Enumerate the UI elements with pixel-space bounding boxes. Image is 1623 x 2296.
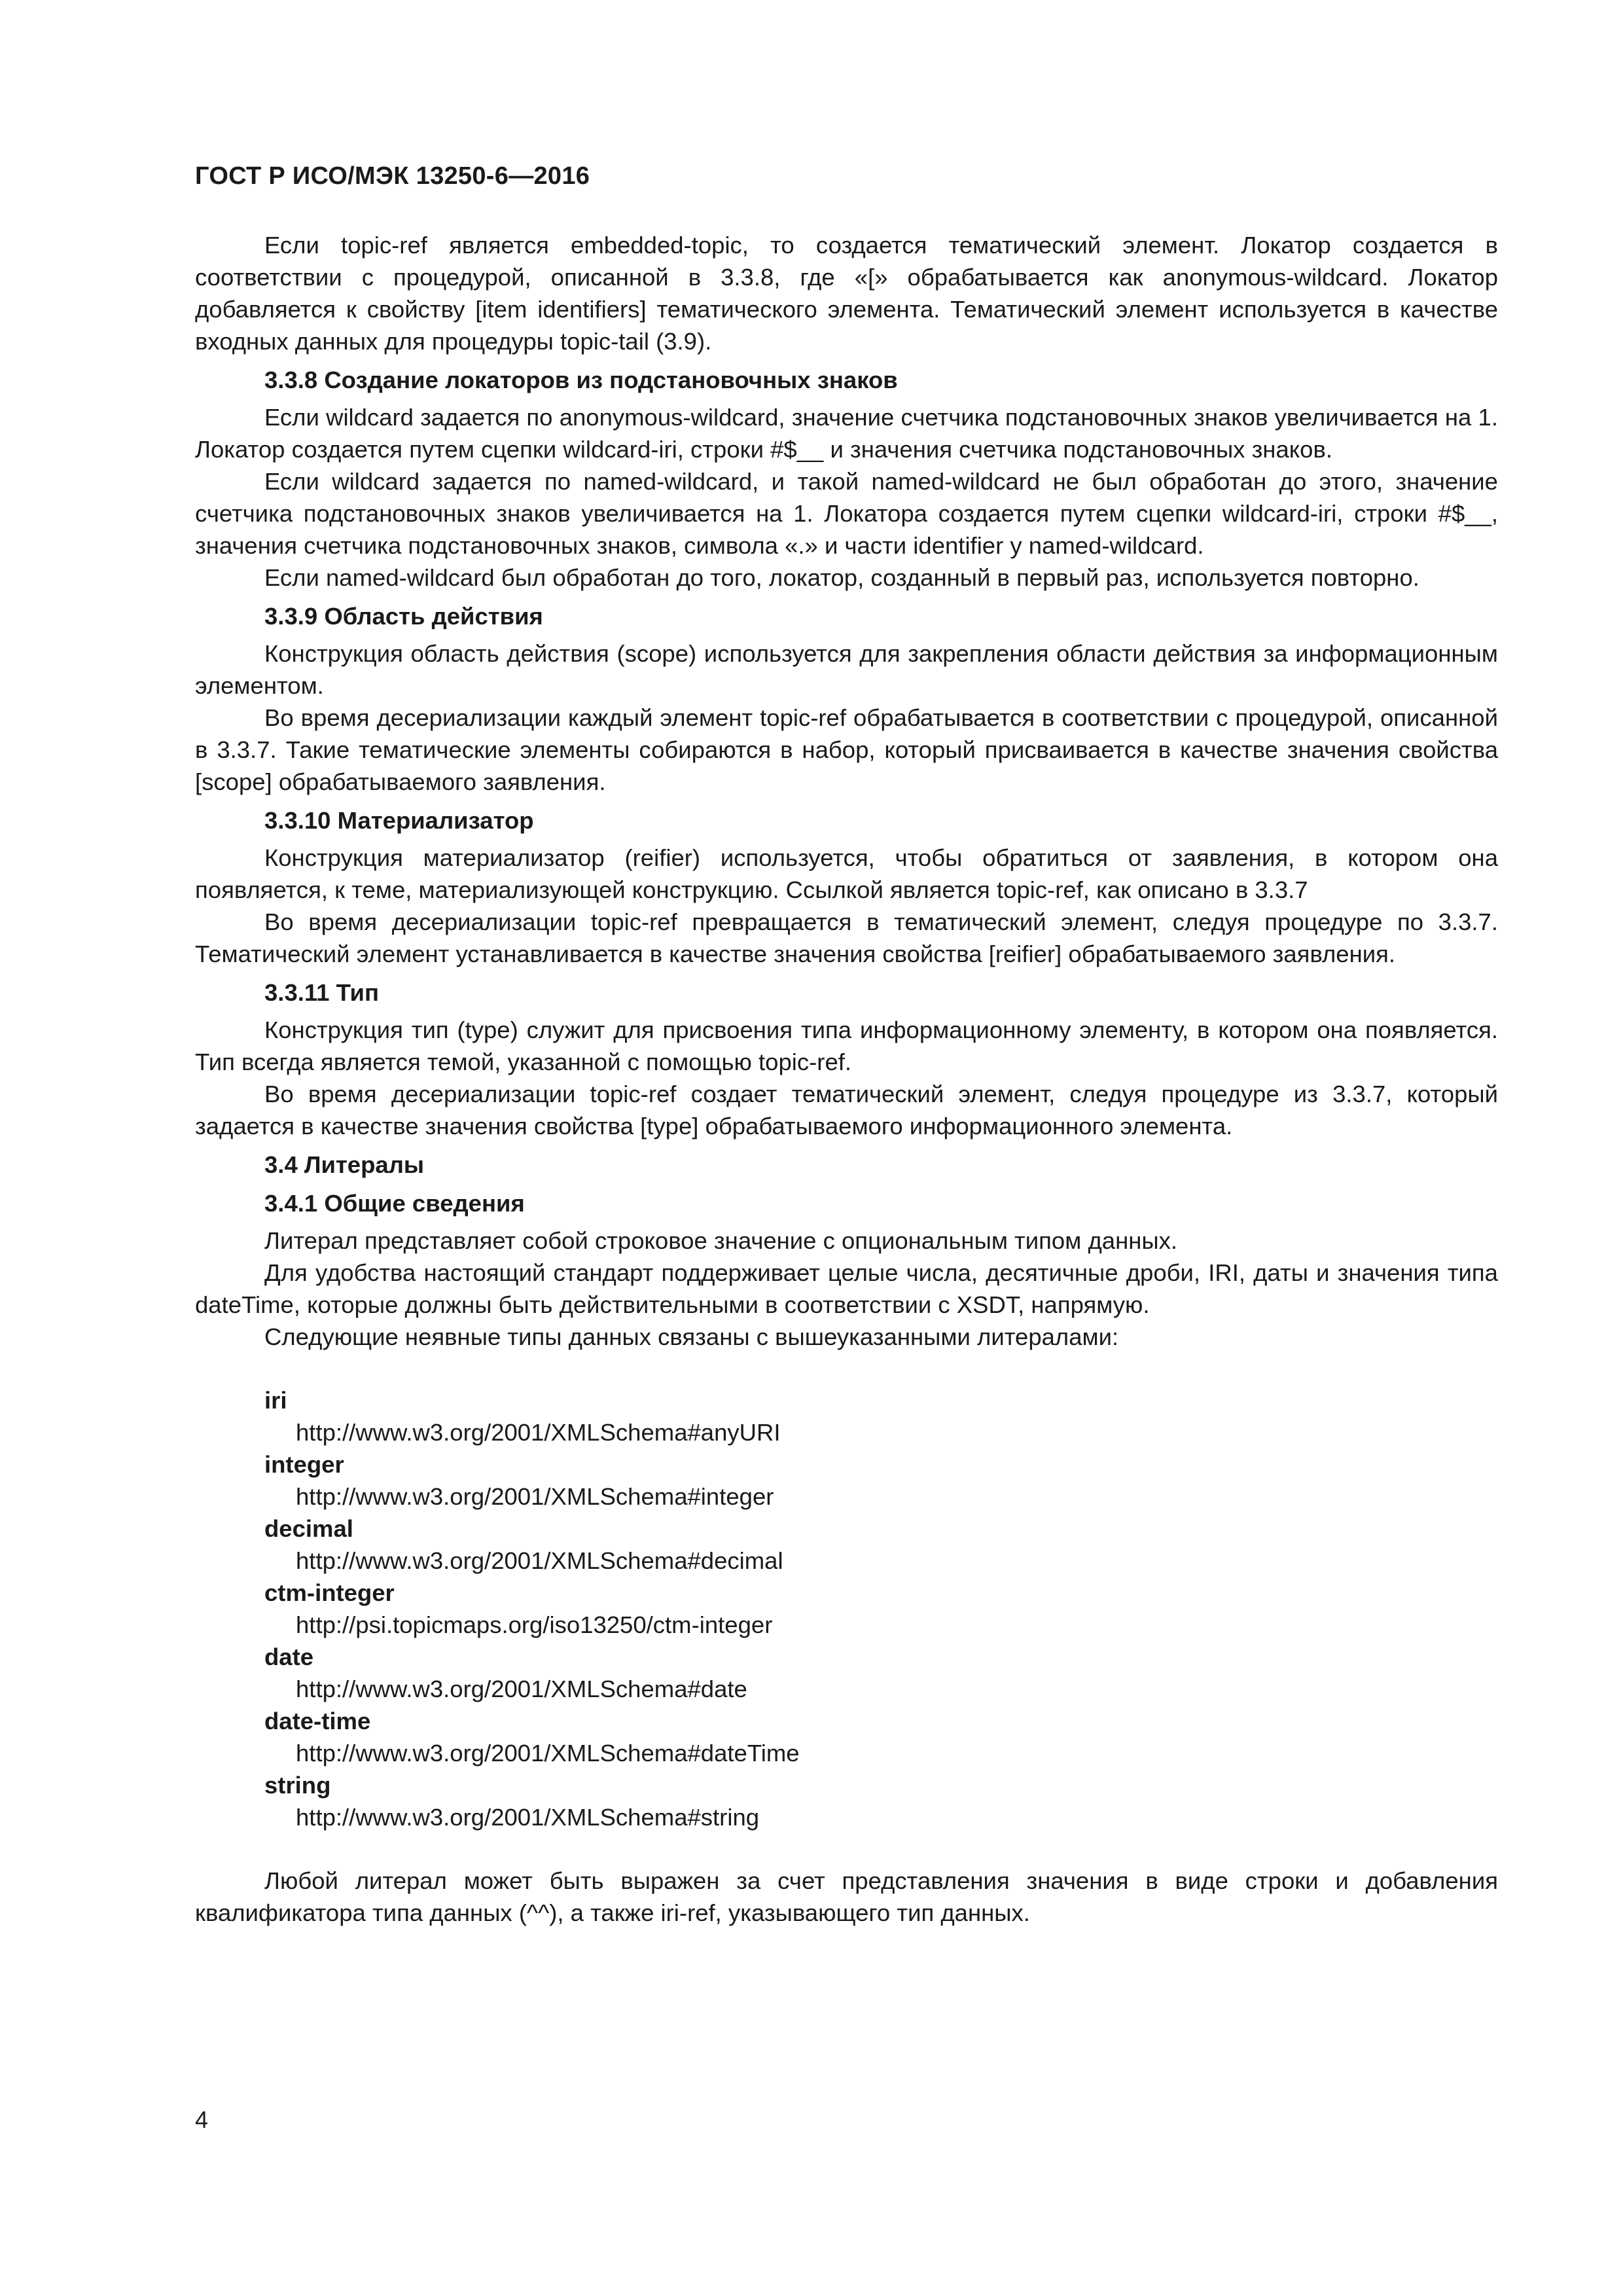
paragraph: Литерал представляет собой строковое значение с опциональным типом данных. [264, 1227, 1178, 1254]
datatype-term: ctm-integer [264, 1579, 395, 1606]
paragraph: Следующие неявные типы данных связаны с вышеуказанными литералами: [264, 1323, 1119, 1350]
datatype-term: string [264, 1772, 331, 1799]
paragraph: Конструкция тип (type) служит для присвоения типа информационному элементу, в котором она появляется. Тип всегда является темой, указанной с помощью topic-ref. [195, 1016, 1498, 1075]
paragraph: Если wildcard задается по named-wildcard, и такой named-wildcard не был обработан до этого, значение счетчика подстановочных знаков увеличивается на 1. Локатора создается путем сцепки wildcard-iri, строки #$__, значения счетчика подстановочных знаков, символа «.» и части identifier у named-wildcard. [195, 468, 1498, 559]
paragraph: Если topic-ref является embedded-topic, то создается тематический элемент. Локатор создается в соответствии с процедурой, описанной в 3.3.8, где «[» обрабатывается как anonymous-wildcard. Локатор добавляется к свойству [item identifiers] тематического элемента. Тематический элемент используется в качестве входных данных для процедуры topic-tail (3.9). [195, 232, 1498, 355]
paragraph: Если named-wildcard был обработан до того, локатор, созданный в первый раз, используется повторно. [264, 564, 1419, 591]
page-number: 4 [195, 2106, 209, 2133]
datatype-uri: http://www.w3.org/2001/XMLSchema#integer [296, 1483, 774, 1510]
datatype-uri: http://www.w3.org/2001/XMLSchema#date [296, 1676, 747, 1702]
datatype-definition-list [195, 1384, 1498, 1833]
document-body [195, 229, 1498, 1929]
section-heading: 3.3.10 Материализатор [264, 807, 534, 834]
paragraph: Любой литерал может быть выражен за счет представления значения в виде строки и добавления квалификатора типа данных (^^), а также iri-ref, указывающего тип данных. [195, 1867, 1498, 1926]
section-heading: 3.4.1 Общие сведения [264, 1190, 525, 1217]
datatype-term: date [264, 1643, 314, 1670]
datatype-uri: http://www.w3.org/2001/XMLSchema#string [296, 1804, 760, 1831]
datatype-term: date-time [264, 1708, 371, 1734]
paragraph: Для удобства настоящий стандарт поддерживает целые числа, десятичные дроби, IRI, даты и значения типа dateTime, которые должны быть действительными в соответствии с XSDT, напрямую. [195, 1259, 1498, 1318]
datatype-term: iri [264, 1387, 287, 1414]
section-heading: 3.4 Литералы [264, 1151, 425, 1178]
paragraph: Во время десериализации topic-ref превращается в тематический элемент, следуя процедуре по 3.3.7. Тематический элемент устанавливается в качестве значения свойства [reifier] обрабатываемого заявления. [195, 908, 1498, 967]
paragraph: Конструкция материализатор (reifier) используется, чтобы обратиться от заявления, в котором она появляется, к теме, материализующей конструкцию. Ссылкой является topic-ref, как описано в 3.3.7 [195, 844, 1498, 903]
datatype-uri: http://psi.topicmaps.org/iso13250/ctm-integer [296, 1611, 773, 1638]
datatype-uri: http://www.w3.org/2001/XMLSchema#decimal [296, 1547, 783, 1574]
paragraph: Во время десериализации каждый элемент topic-ref обрабатывается в соответствии с процедурой, описанной в 3.3.7. Такие тематические элементы собираются в набор, который присваивается в качестве значения свойства [scope] обрабатываемого заявления. [195, 704, 1498, 795]
section-heading: 3.3.11 Тип [264, 979, 379, 1006]
document-header-title: ГОСТ Р ИСО/МЭК 13250-6—2016 [195, 162, 590, 190]
datatype-term: decimal [264, 1515, 353, 1542]
paragraph: Если wildcard задается по anonymous-wildcard, значение счетчика подстановочных знаков увеличивается на 1. Локатор создается путем сцепки wildcard-iri, строки #$__ и значения счетчика подстановочных знаков. [195, 404, 1498, 463]
datatype-term: integer [264, 1451, 344, 1478]
section-heading: 3.3.8 Создание локаторов из подстановочных знаков [264, 367, 898, 393]
datatype-uri: http://www.w3.org/2001/XMLSchema#anyURI [296, 1419, 781, 1446]
datatype-uri: http://www.w3.org/2001/XMLSchema#dateTime [296, 1740, 800, 1767]
paragraph: Во время десериализации topic-ref создает тематический элемент, следуя процедуре из 3.3.7, который задается в качестве значения свойства [type] обрабатываемого информационного элемента. [195, 1081, 1498, 1139]
paragraph: Конструкция область действия (scope) используется для закрепления области действия за информационным элементом. [195, 640, 1498, 699]
section-heading: 3.3.9 Область действия [264, 603, 543, 630]
